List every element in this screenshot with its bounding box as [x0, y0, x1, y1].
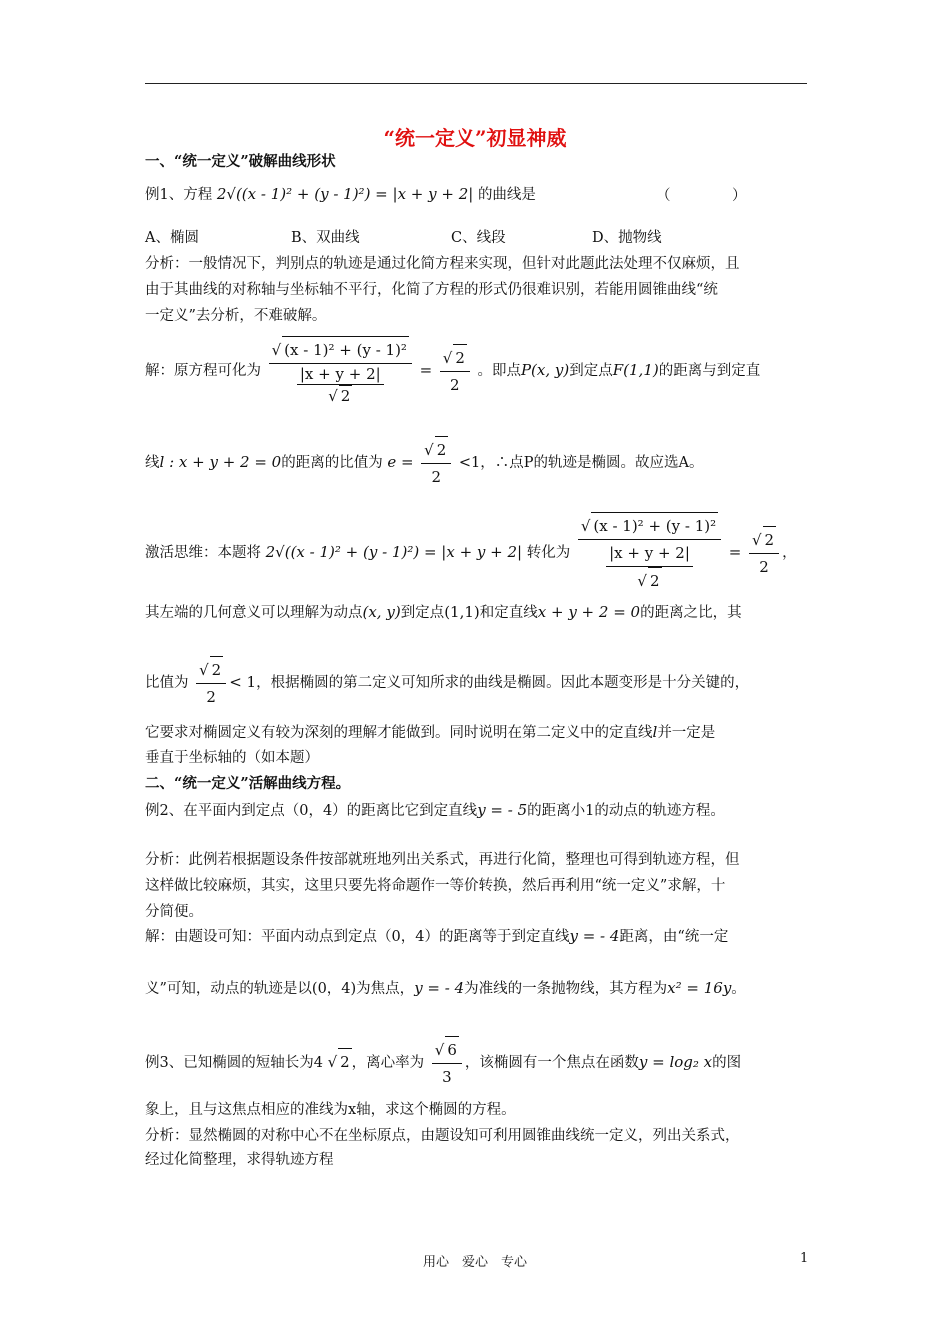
section-heading-2: 二、“统一定义”活解曲线方程。	[145, 775, 351, 792]
analysis-3-line-1: 分析：显然椭圆的对称中心不在坐标原点，由题设知可利用圆锥曲线统一定义，列出关系式，	[145, 1128, 740, 1144]
option-a: A、椭圆	[145, 230, 199, 246]
page-footer: 用心 爱心 专心	[422, 1255, 527, 1270]
think-line-1: 激活思维：本题将 2√((x - 1)² + (y - 1)²) = |x + y + 2| 转化为 $\frac{\text{√ (x - 1)² + (y - 1)²}}{\frac{|x + y + 2|}{√ 2}}$ = $\frac{√ 2}{2}$ ，	[145, 512, 797, 594]
analysis-2-line-3: 分简便。	[145, 904, 203, 920]
analysis-3-line-2: 经过化简整理，求得轨迹方程	[145, 1152, 334, 1168]
analysis-1-line-3: 一定义”去分析，不难破解。	[145, 308, 327, 324]
option-d: D、抛物线	[592, 230, 662, 246]
header-rule	[145, 83, 807, 84]
think-line-4: 它要求对椭圆定义有较为深刻的理解才能做到。同时说明在第二定义中的定直线l并一定是	[145, 723, 716, 741]
answer-paren-open: （	[656, 188, 671, 204]
example-3-line-2: 象上，且与这焦点相应的准线为x轴，求这个椭圆的方程。	[145, 1102, 516, 1118]
example-1-options	[145, 228, 738, 248]
solution-1-line-1: 解：原方程可化为 $\frac{\text{√ (x - 1)² + (y - 1)²}}{\frac{|x + y + 2|}{√ 2}}$ = $\frac{√ 2}{2}$ 。即点P(x, y)到定点F(1,1)的距离与到定直	[145, 336, 760, 406]
solution-1-line-2: 线l : x + y + 2 = 0的距离的比值为 e = $\frac{√ 2}{2}$ <1，∴点P的轨迹是椭圆。故应选A。	[145, 436, 704, 490]
solution-2-line-2: 义”可知，动点的轨迹是以(0，4)为焦点，y = - 4为准线的一条抛物线，其方程为x² = 16y。	[145, 979, 746, 997]
analysis-2-line-2: 这样做比较麻烦，其实，这里只要先将命题作一等价转换，然后再利用“统一定义”求解，十	[145, 878, 726, 894]
answer-paren-close: ）	[732, 188, 747, 204]
analysis-1-line-1: 分析：一般情况下，判别点的轨迹是通过化简方程来实现，但针对此题此法处理不仅麻烦，且	[145, 256, 740, 272]
example-3-question: 例3、已知椭圆的短轴长为4 √ 2 ，离心率为 $\frac{√ 6}{3}$ ，该椭圆有一个焦点在函数y = log₂ x的图	[145, 1036, 741, 1090]
analysis-1-line-2: 由于其曲线的对称轴与坐标轴不平行，化简了方程的形式仍很难识别，若能用圆锥曲线“统	[145, 282, 718, 298]
example-1-question: 例1、方程 2√((x - 1)² + (y - 1)²) = |x + y + 2| 的曲线是	[145, 185, 536, 203]
option-c: C、线段	[451, 230, 506, 246]
document-title: “统一定义”初显神威	[383, 126, 567, 150]
think-line-3: 比值为 $\frac{√ 2}{2}$ < 1，根据椭圆的第二定义可知所求的曲线是椭圆。因此本题变形是十分关键的，	[145, 656, 749, 710]
solution-1-rhs: $\frac{√ 2}{2}$	[440, 344, 470, 398]
section-heading-1: 一、“统一定义”破解曲线形状	[145, 153, 336, 170]
example-1-equation: 2√((x - 1)² + (y - 1)²) = |x + y + 2|	[216, 185, 474, 203]
option-b: B、双曲线	[291, 230, 360, 246]
think-line-5: 垂直于坐标轴的（如本题）	[145, 750, 319, 766]
think-line-2: 其左端的几何意义可以理解为动点(x, y)到定点(1,1)和定直线x + y + 2 = 0的距离之比，其	[145, 603, 742, 621]
solution-2-line-1: 解：由题设可知：平面内动点到定点（0，4）的距离等于到定直线y = - 4距离，由“统一定	[145, 927, 729, 945]
analysis-2-line-1: 分析：此例若根据题设条件按部就班地列出关系式，再进行化简，整理也可得到轨迹方程，但	[145, 852, 740, 868]
example-2-question: 例2、在平面内到定点（0，4）的距离比它到定直线y = - 5的距离小1的动点的轨迹方程。	[145, 801, 725, 819]
page-number: 1	[800, 1251, 809, 1266]
solution-1-fraction: $\frac{\text{√ (x - 1)² + (y - 1)²}}{\frac{|x + y + 2|}{√ 2}}$	[269, 336, 412, 406]
